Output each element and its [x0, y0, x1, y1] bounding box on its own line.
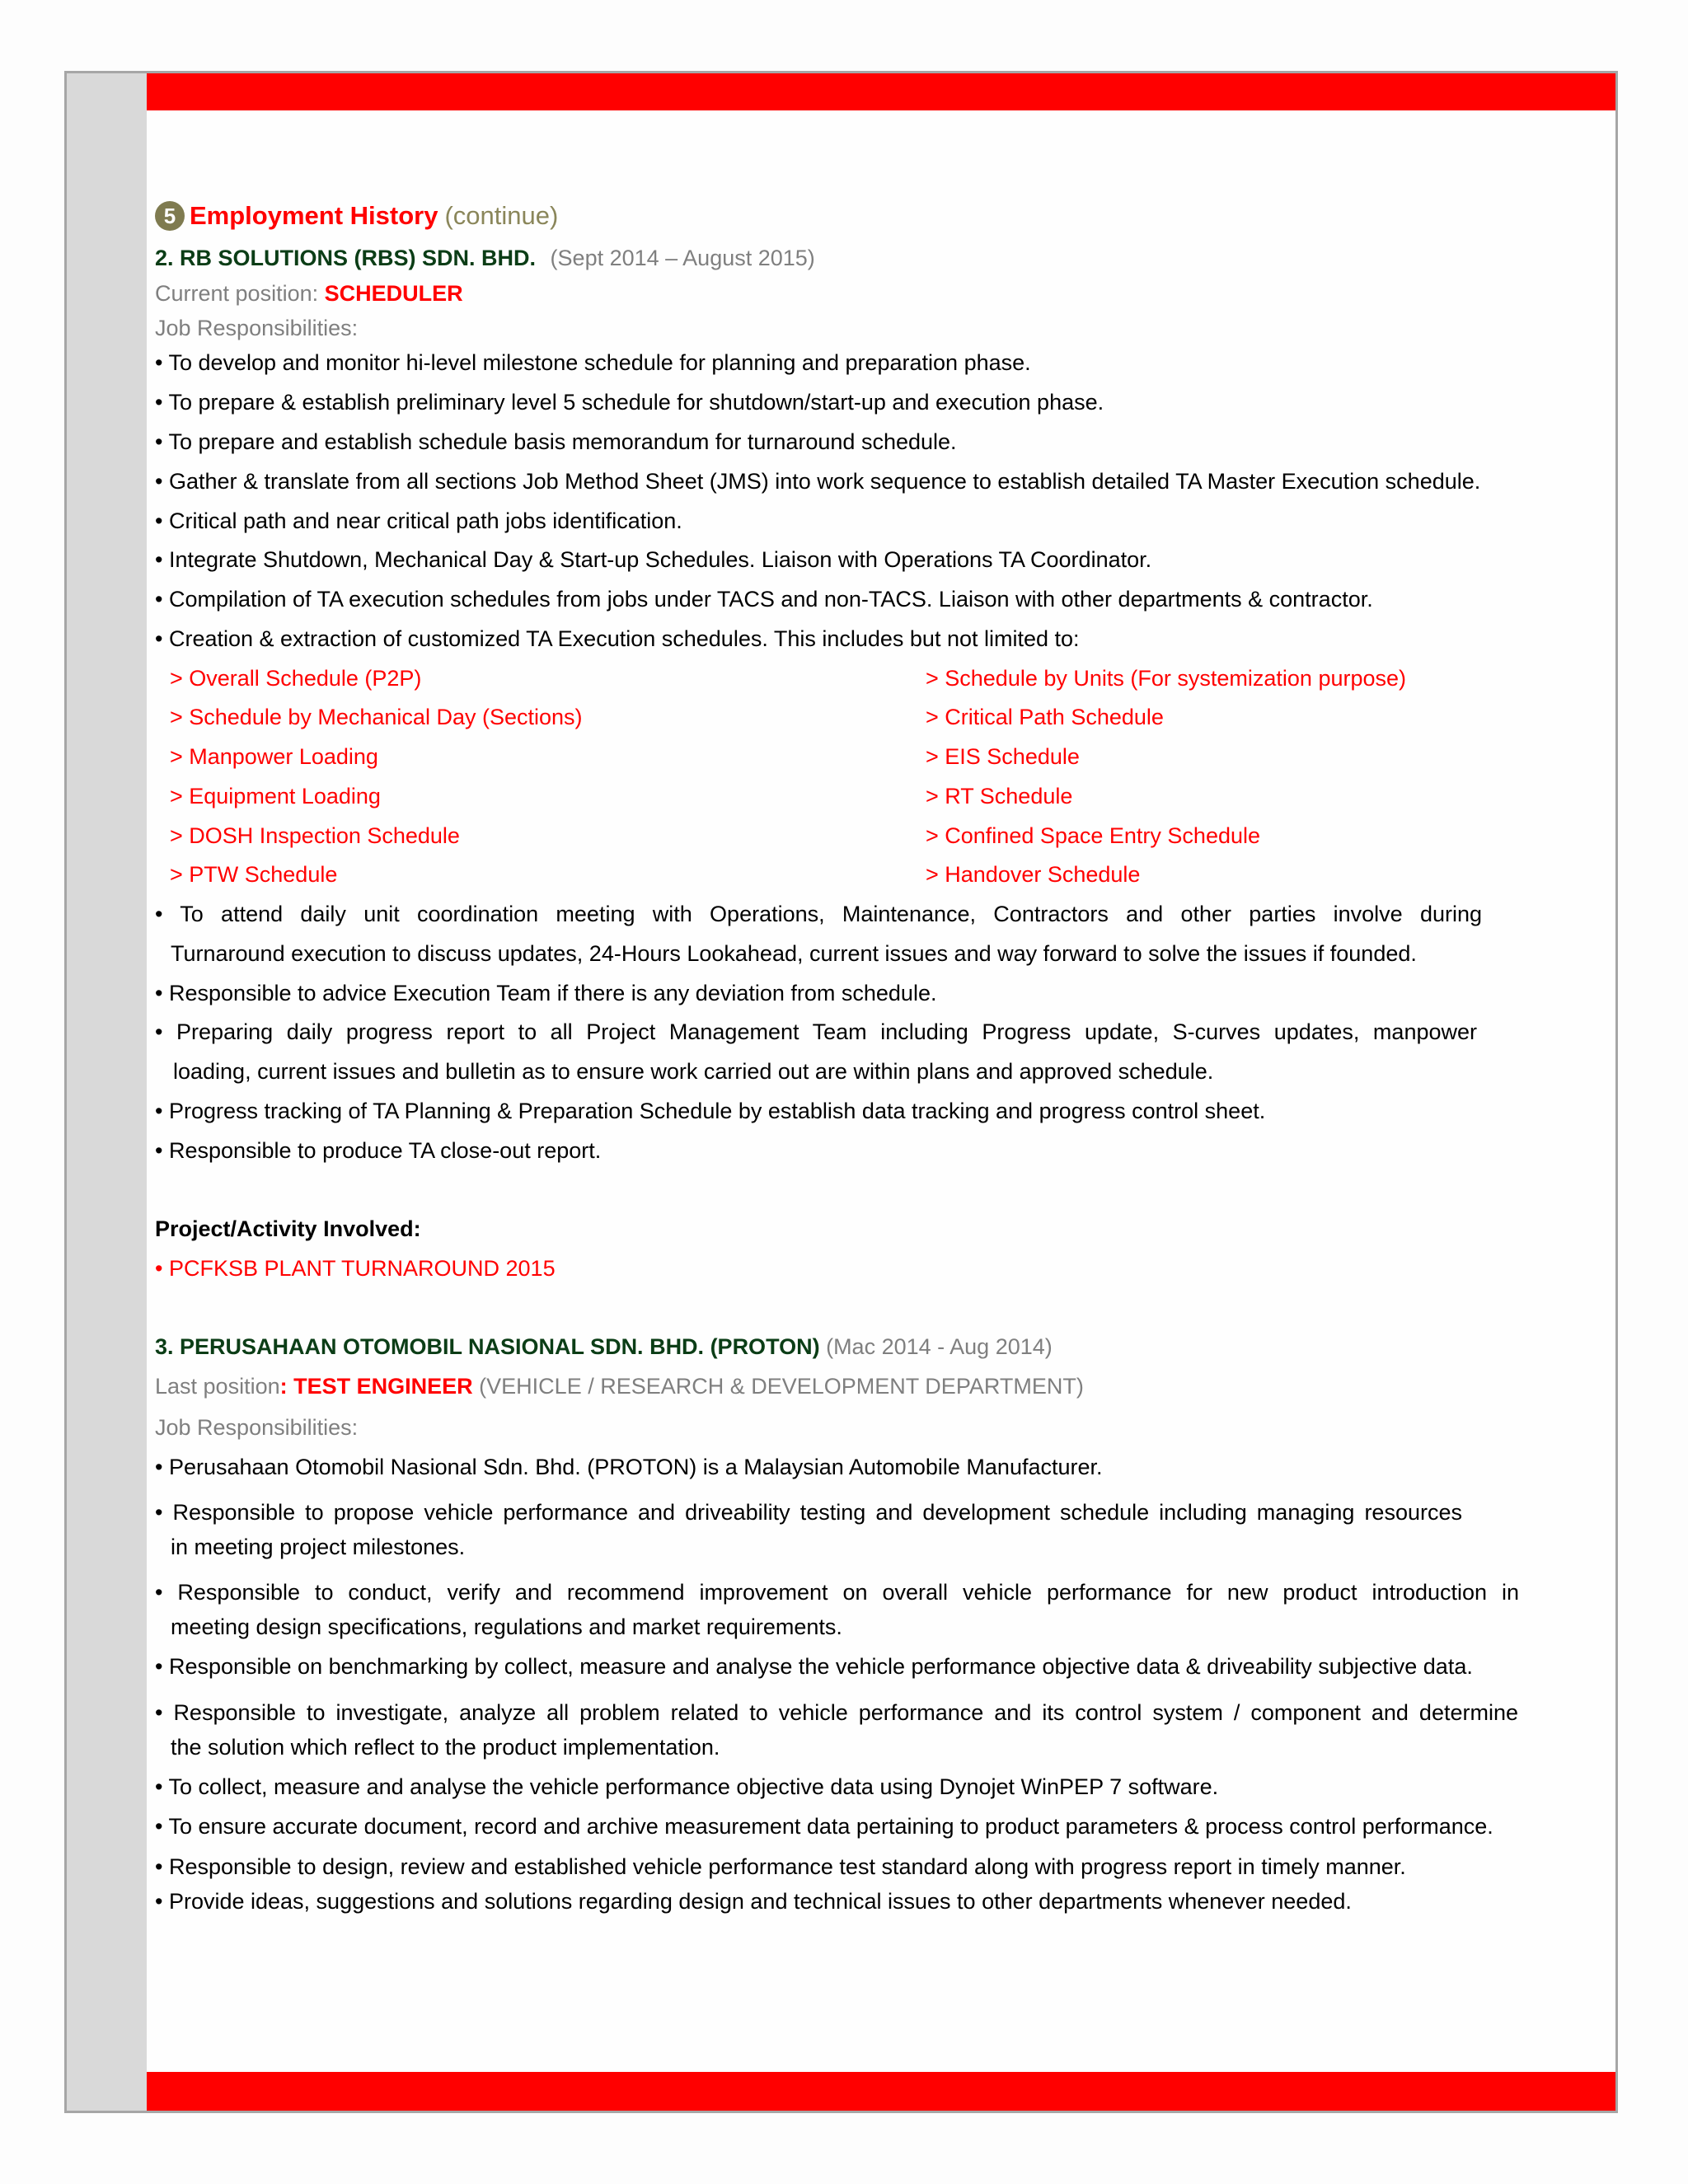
schedule-type-item: > EIS Schedule	[926, 744, 1080, 769]
section-title: Employment History	[190, 201, 438, 230]
job2-company: 2. RB SOLUTIONS (RBS) SDN. BHD.	[155, 246, 537, 270]
job3-bullet: • Responsible to conduct, verify and recommend improvement on overall vehicle performance for new product introduction in	[155, 1580, 1519, 1605]
section-suffix: (continue)	[444, 201, 559, 230]
job2-bullet-advice: • Responsible to advice Execution Team if there is any deviation from schedule.	[155, 981, 937, 1005]
project-heading: Project/Activity Involved:	[155, 1216, 421, 1241]
schedule-type-item: > Critical Path Schedule	[926, 705, 1164, 729]
schedule-type-item: > Confined Space Entry Schedule	[926, 823, 1261, 848]
project-item: • PCFKSB PLANT TURNAROUND 2015	[155, 1256, 556, 1281]
job2-bullet-meeting-cont: Turnaround execution to discuss updates, 24-Hours Lookahead, current issues and way forward to solve the issues if founded.	[171, 941, 1417, 966]
job2-bullet-meeting: • To attend daily unit coordination meeting with Operations, Maintenance, Contractors and other parties involve during	[155, 902, 1482, 926]
schedule-type-item: > PTW Schedule	[170, 862, 338, 887]
job3-position-title: TEST ENGINEER	[293, 1374, 473, 1399]
section-heading	[155, 201, 558, 231]
job2-position-label: Current position:	[155, 281, 319, 306]
job2-period: (Sept 2014 – August 2015)	[550, 246, 815, 270]
job3-bullet-cont: in meeting project milestones.	[171, 1535, 466, 1559]
job3-bullet: • Perusahaan Otomobil Nasional Sdn. Bhd. (PROTON) is a Malaysian Automobile Manufacturer.	[155, 1455, 1103, 1479]
schedule-type-item: > Handover Schedule	[926, 862, 1141, 887]
job2-bullet-report-cont: loading, current issues and bulletin as to ensure work carried out are within plans and approved schedule.	[173, 1059, 1214, 1084]
job2-bullet-report: • Preparing daily progress report to all Project Management Team including Progress update, S-curves updates, manpower	[155, 1019, 1477, 1044]
schedule-type-item: > Schedule by Units (For systemization purpose)	[926, 666, 1407, 691]
job2-bullet-tracking: • Progress tracking of TA Planning & Preparation Schedule by establish data tracking and progress control sheet.	[155, 1099, 1266, 1123]
job3-period: (Mac 2014 - Aug 2014)	[826, 1334, 1053, 1359]
job2-bullet: • To prepare and establish schedule basis memorandum for turnaround schedule.	[155, 429, 957, 454]
job3-bullet: • Responsible to design, review and established vehicle performance test standard along with progress report in timely manner.	[155, 1854, 1406, 1879]
job3-department: (VEHICLE / RESEARCH & DEVELOPMENT DEPARTMENT)	[479, 1374, 1084, 1399]
schedule-type-item: > DOSH Inspection Schedule	[170, 823, 460, 848]
schedule-type-item: > Manpower Loading	[170, 744, 378, 769]
job2-bullet: • Gather & translate from all sections Job Method Sheet (JMS) into work sequence to establish detailed TA Master Execution schedule.	[155, 469, 1481, 494]
job2-position	[155, 281, 463, 307]
left-sidebar	[67, 73, 147, 2111]
job2-bullet: • Compilation of TA execution schedules from jobs under TACS and non-TACS. Liaison with other departments & contractor.	[155, 587, 1373, 612]
job3-header	[155, 1334, 1053, 1360]
schedule-type-item: > Schedule by Mechanical Day (Sections)	[170, 705, 583, 729]
job2-header	[155, 246, 815, 271]
section-number-badge: 5	[155, 201, 185, 231]
top-red-bar	[147, 73, 1615, 110]
job3-bullet: • To ensure accurate document, record and archive measurement data pertaining to product parameters & process control performance.	[155, 1814, 1493, 1839]
job3-bullet: • Provide ideas, suggestions and solutions regarding design and technical issues to other departments whenever needed.	[155, 1889, 1352, 1914]
job3-company: 3. PERUSAHAAN OTOMOBIL NASIONAL SDN. BHD. (PROTON)	[155, 1334, 820, 1359]
bottom-red-bar	[147, 2072, 1615, 2111]
job3-bullet: • Responsible on benchmarking by collect, measure and analyse the vehicle performance objective data & driveability subjective data.	[155, 1654, 1473, 1679]
job2-bullet: • To develop and monitor hi-level milestone schedule for planning and preparation phase.	[155, 350, 1031, 375]
job3-bullet: • Responsible to investigate, analyze all problem related to vehicle performance and its control system / component and determine	[155, 1700, 1518, 1725]
job3-position-colon: :	[279, 1374, 288, 1399]
job3-position	[155, 1374, 1084, 1399]
job3-position-label: Last position	[155, 1374, 280, 1399]
job2-bullet: • Creation & extraction of customized TA Execution schedules. This includes but not limited to:	[155, 626, 1080, 651]
schedule-type-item: > Overall Schedule (P2P)	[170, 666, 422, 691]
job3-bullet-cont: meeting design specifications, regulations and market requirements.	[171, 1615, 842, 1639]
job2-resp-label: Job Responsibilities:	[155, 316, 359, 340]
job2-bullet: • Critical path and near critical path jobs identification.	[155, 509, 682, 533]
job3-bullet: • Responsible to propose vehicle performance and driveability testing and development schedule including managing resources	[155, 1500, 1462, 1525]
job2-position-title: SCHEDULER	[324, 281, 463, 306]
schedule-type-item: > Equipment Loading	[170, 784, 381, 808]
job3-resp-label: Job Responsibilities:	[155, 1415, 359, 1440]
job3-bullet-cont: the solution which reflect to the product implementation.	[171, 1735, 720, 1760]
job2-bullet: • Integrate Shutdown, Mechanical Day & Start-up Schedules. Liaison with Operations TA Coordinator.	[155, 547, 1152, 572]
schedule-type-item: > RT Schedule	[926, 784, 1073, 808]
job2-bullet: • To prepare & establish preliminary level 5 schedule for shutdown/start-up and execution phase.	[155, 390, 1104, 415]
page-frame	[64, 71, 1618, 2113]
job3-bullet: • To collect, measure and analyse the vehicle performance objective data using Dynojet WinPEP 7 software.	[155, 1774, 1219, 1799]
job2-bullet-closeout: • Responsible to produce TA close-out report.	[155, 1138, 602, 1163]
